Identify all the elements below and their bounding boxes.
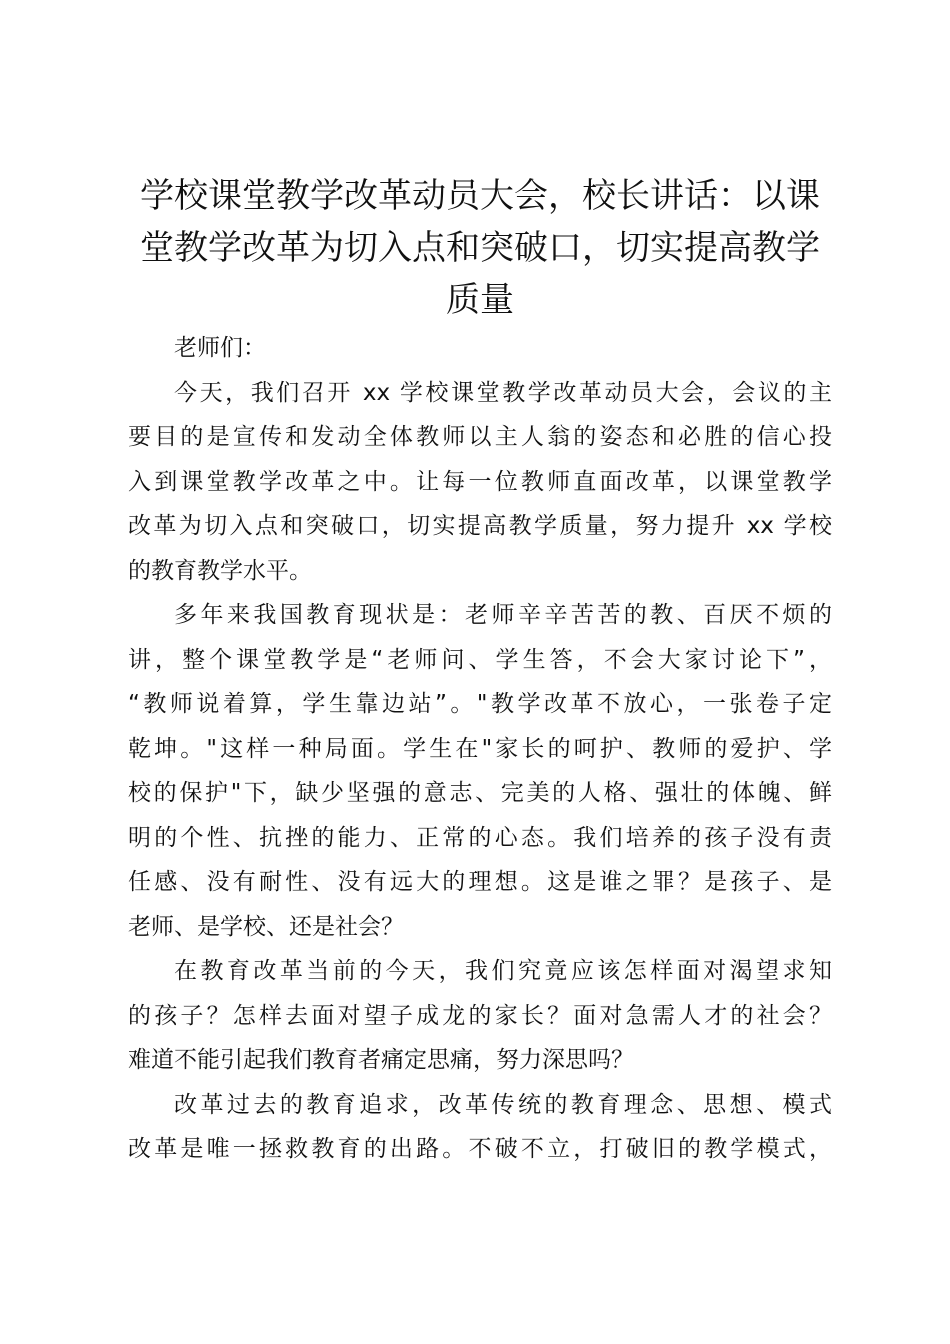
document-title	[128, 170, 832, 326]
text-line: 改革是唯一拯救教育的出路。不破不立，打破旧的教学模式，	[128, 1136, 832, 1162]
body-paragraph	[128, 593, 832, 949]
text-line: 校的保护"下，缺少坚强的意志、完美的人格、强壮的体魄、鲜	[128, 780, 832, 806]
body-paragraph	[128, 949, 832, 1083]
text-line: 多年来我国教育现状是：老师辛辛苦苦的教、百厌不烦的	[174, 602, 832, 628]
body-paragraph	[128, 371, 832, 594]
text-line: 改革过去的教育追求，改革传统的教育理念、思想、模式	[174, 1091, 832, 1118]
text-line: 老师、是学校、还是社会？	[128, 913, 404, 940]
text-line: 乾坤。"这样一种局面。学生在"家长的呵护、教师的爱护、学	[128, 735, 832, 762]
text-line: 要目的是宣传和发动全体教师以主人翁的姿态和必胜的信心投	[128, 424, 832, 450]
title-line: 学校课堂教学改革动员大会，校长讲话：以课	[140, 176, 820, 216]
body-paragraph	[128, 1083, 832, 1172]
salutation-paragraph	[128, 326, 832, 371]
text-line: 任感、没有耐性、没有远大的理想。这是谁之罪？是孩子、是	[128, 869, 832, 895]
text-line: 讲，整个课堂教学是“老师问、学生答，不会大家讨论下”，	[128, 646, 832, 673]
text-line: 老师们：	[174, 335, 266, 361]
title-line: 质量	[446, 280, 514, 320]
text-line: 的孩子？怎样去面对望子成龙的家长？面对急需人才的社会？	[128, 1002, 832, 1029]
text-line: 明的个性、抗挫的能力、正常的心态。我们培养的孩子没有责	[128, 824, 832, 851]
text-line: 在教育改革当前的今天，我们究竟应该怎样面对渴望求知	[174, 958, 832, 984]
text-line: 今天，我们召开 xx 学校课堂教学改革动员大会，会议的主	[174, 379, 832, 406]
text-line: 改革为切入点和突破口，切实提高教学质量，努力提升 xx 学校	[128, 513, 832, 539]
text-line: “教师说着算，学生靠边站”。"教学改革不放心，一张卷子定	[128, 691, 832, 717]
document-body	[128, 326, 832, 1172]
text-line: 难道不能引起我们教育者痛定思痛，努力深思吗？	[128, 1047, 634, 1073]
title-line: 堂教学改革为切入点和突破口，切实提高教学	[140, 228, 820, 268]
text-line: 入到课堂教学改革之中。让每一位教师直面改革，以课堂教学	[128, 468, 832, 495]
text-line: 的教育教学水平。	[128, 557, 312, 584]
